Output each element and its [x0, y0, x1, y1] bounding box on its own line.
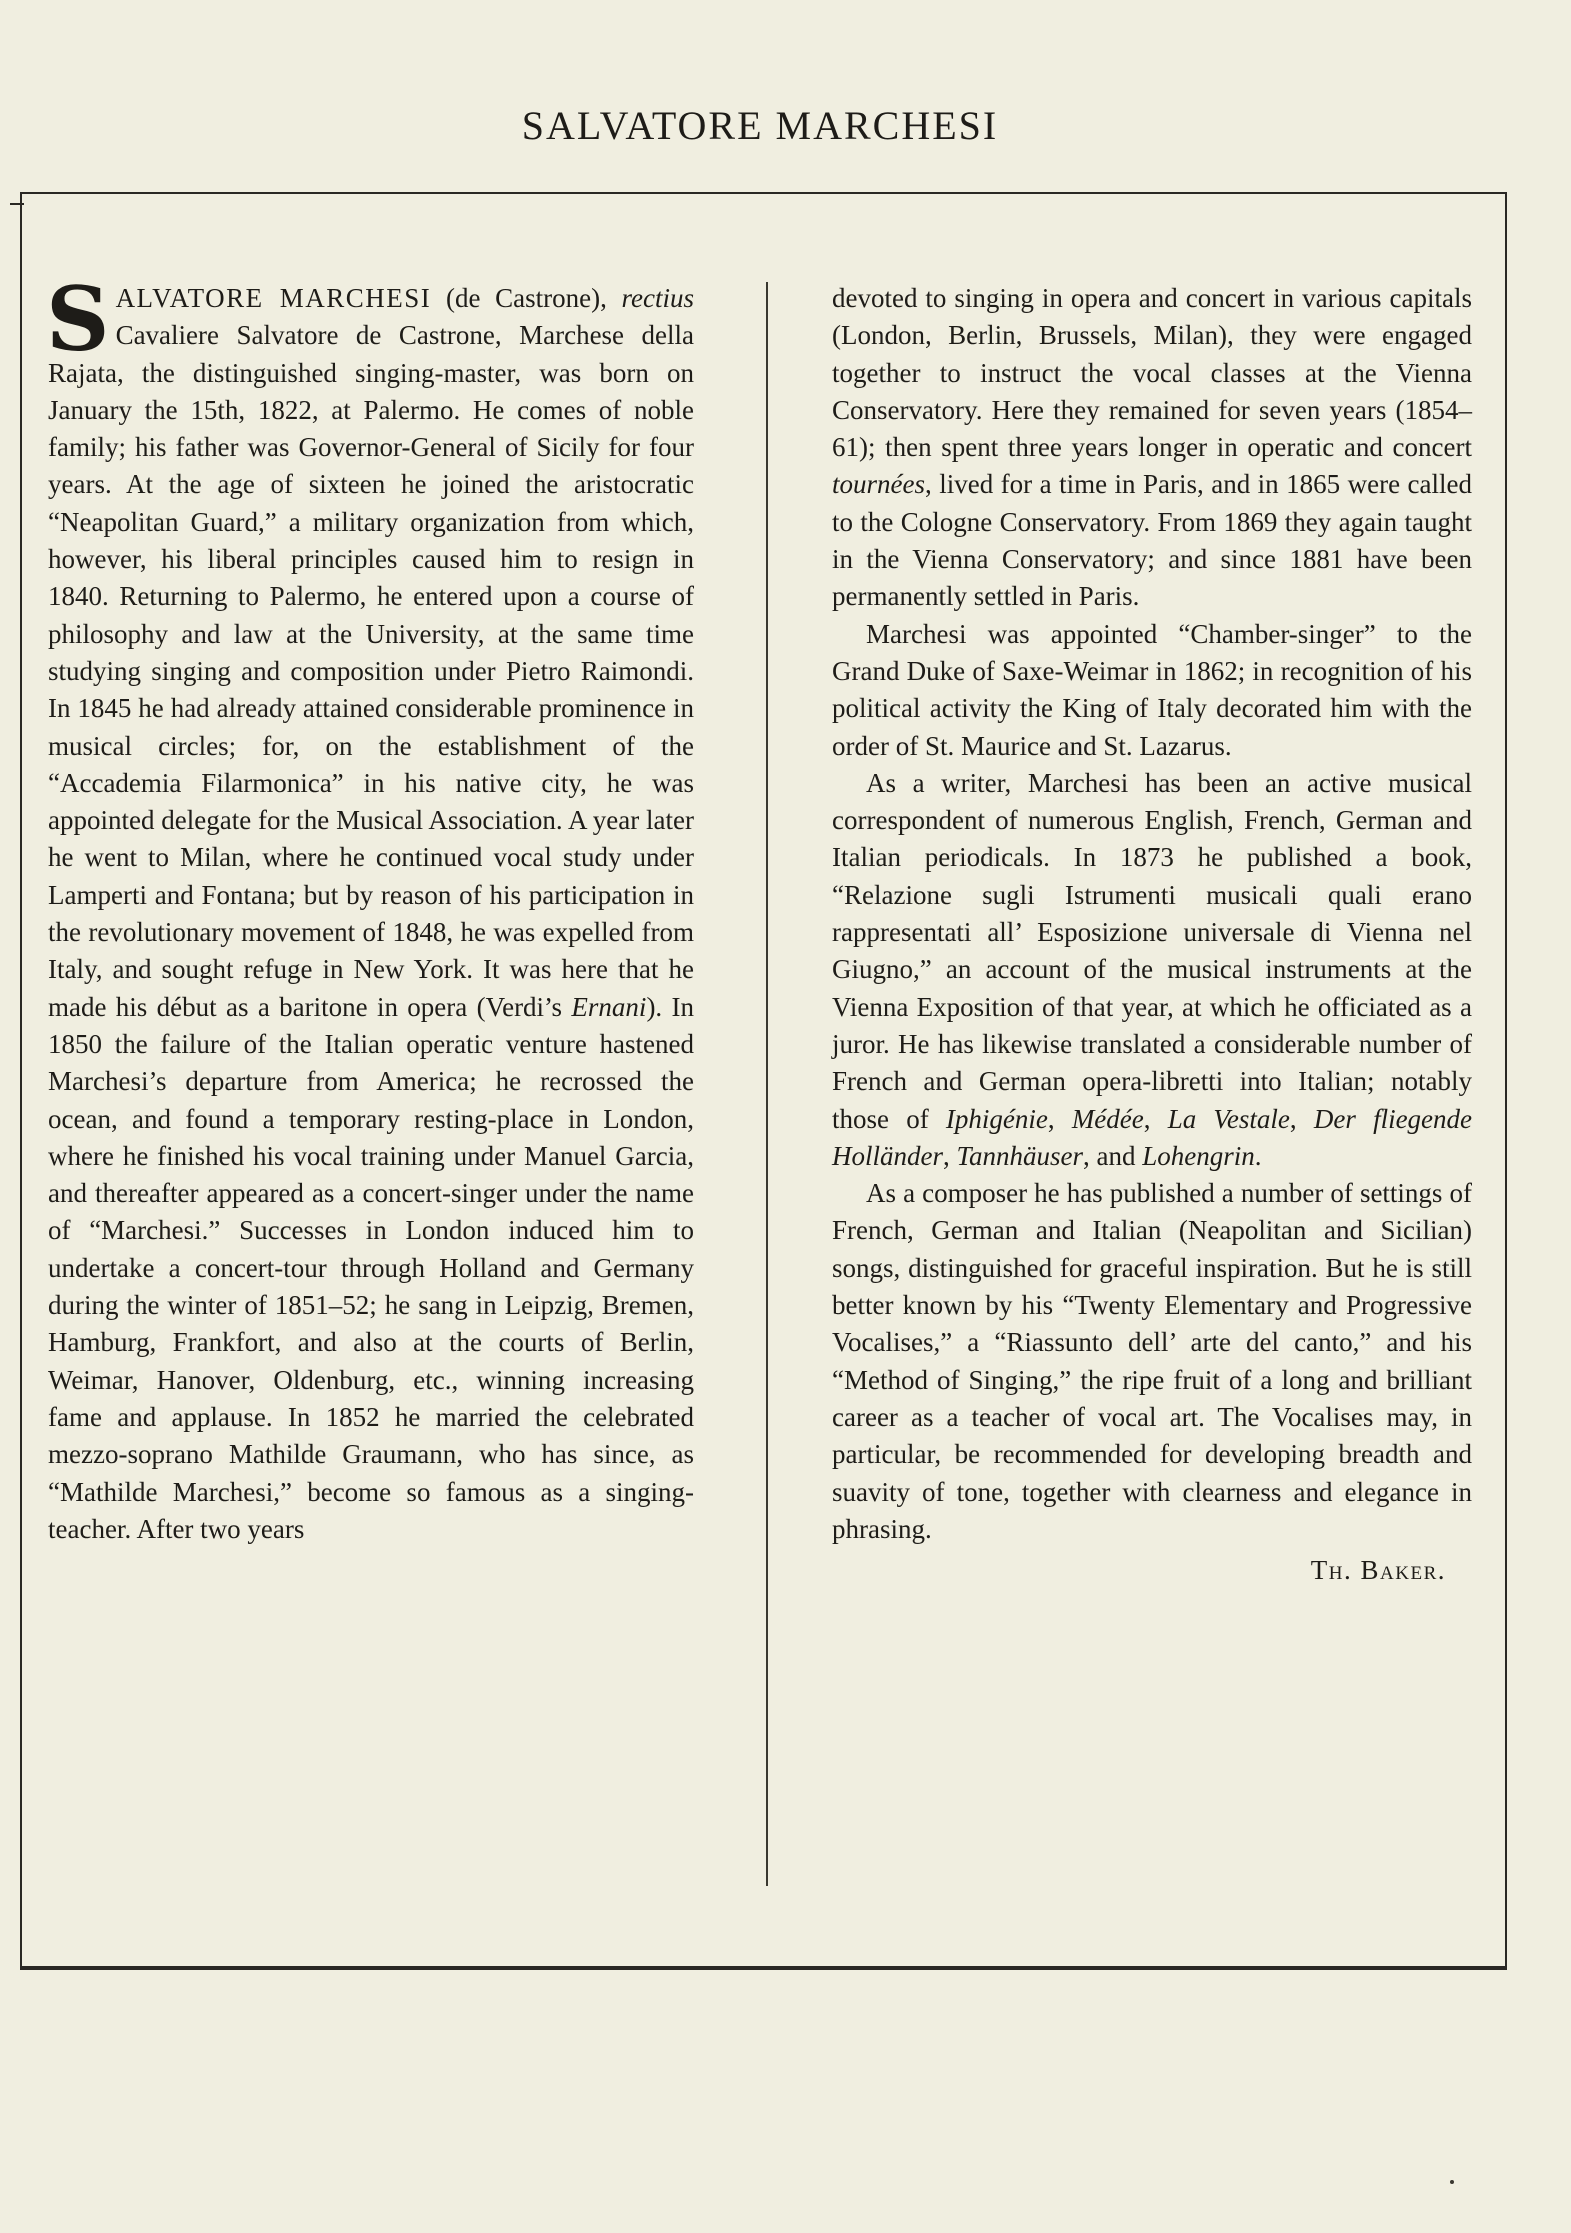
lead-small-caps: ALVATORE MARCHESI	[115, 283, 432, 313]
sep-1: ,	[1047, 1103, 1072, 1134]
left-text-1: (de Castrone),	[431, 283, 622, 313]
italic-iphigenie: Iphigénie	[945, 1103, 1048, 1134]
right-column	[832, 280, 1472, 1589]
sep-4: ,	[943, 1140, 957, 1171]
italic-medee: Médée	[1071, 1103, 1144, 1134]
left-text-3: ). In 1850 the failure of the Italian operatic venture hastened Marchesi’s departure from America; he recrossed the ocean, and found a temporary resting-place in London, where he finished his vocal training under Manuel Garcia, and thereafter appeared as a concert-singer under the name of “Marchesi.” Successes in London induced him to undertake a concert-tour through Holland and Germany during the winter of 1851–52; he sang in Leipzig, Bremen, Hamburg, Frankfort, and also at the courts of Berlin, Weimar, Hanover, Oldenburg, etc., winning increasing fame and applause. In 1852 he married the celebrated mezzo-soprano Mathilde Graumann, who has since, as “Mathilde Marchesi,” become so famous as a singing-teacher. After two years	[48, 991, 695, 1544]
sep-end: .	[1254, 1140, 1262, 1171]
sep-2: ,	[1143, 1103, 1168, 1134]
italic-rectius: rectius	[621, 283, 694, 313]
page-speck	[1450, 2180, 1454, 2184]
column-divider	[766, 282, 768, 1886]
italic-la-vestale: La Vestale	[1167, 1103, 1290, 1134]
italic-tournees: tournées	[832, 469, 925, 500]
left-text-2: Cavaliere Salvatore de Castrone, Marchese della Rajata, the distinguished singing-master, was born on January the 15th, 1822, at Palermo. He comes of noble family; his father was Governor-General of Sicily for four years. At the age of sixteen he joined the aristocratic “Neapolitan Guard,” a military organization from which, however, his liberal principles caused him to resign in 1840. Returning to Palermo, he entered upon a course of philosophy and law at the University, at the same time studying singing and composition under Pietro Raimondi. In 1845 he had already attained considerable prominence in musical circles; for, on the establishment of the “Accademia Filarmonica” in his native city, he was appointed delegate for the Musical Association. A year later he went to Milan, where he continued vocal study under Lamperti and Fontana; but by reason of his participation in the revolutionary movement of 1848, he was expelled from Italy, and sought refuge in New York. It was here that he made his début as a baritone in opera (Verdi’s	[48, 320, 694, 1022]
sep-5: , and	[1083, 1140, 1143, 1171]
italic-lohengrin: Lohengrin	[1142, 1140, 1255, 1171]
right-paragraph-1	[832, 280, 1472, 616]
italic-der-fliegende-hollander: Der fliegende Holländer	[832, 1103, 1473, 1171]
right-paragraph-3	[832, 765, 1472, 1175]
sep-3: ,	[1289, 1103, 1314, 1134]
left-column	[46, 267, 695, 1548]
right-p3-text-a: As a writer, Marchesi has been an active musical correspondent of numerous English, French, German and Italian periodicals. In 1873 he published a book, “Relazione sugli Istrumenti musicali quali erano rappresentati all’ Esposizione universale di Vienna nel Giugno,” an account of the musical instruments at the Vienna Exposition of that year, at which he officiated as a juror. He has likewise translated a considerable number of French and German opera-libretti into Italian; notably those of	[832, 767, 1472, 1134]
right-paragraph-2: Marchesi was appointed “Chamber-singer” to the Grand Duke of Saxe-Weimar in 1862; in recognition of his political activity the King of Italy decorated him with the order of St. Maurice and St. Lazarus.	[832, 618, 1472, 761]
italic-ernani: Ernani	[571, 991, 647, 1022]
left-column-paragraph	[46, 267, 695, 1548]
page-title: SALVATORE MARCHESI	[521, 103, 999, 148]
right-p1-text-b: , lived for a time in Paris, and in 1865 were called to the Cologne Conservatory. From 1869 they again taught in the Vienna Conservatory; and since 1881 have been permanently settled in Paris.	[832, 469, 1472, 612]
right-p1-text-a: devoted to singing in opera and concert in various capitals (London, Berlin, Brussels, Milan), they were engaged together to instruct the vocal classes at the Vienna Conservatory. Here they remained for seven years (1854–61); then spent three years longer in operatic and concert	[832, 283, 1472, 463]
right-paragraph-4: As a composer he has published a number of settings of French, German and Italian (Neapolitan and Sicilian) songs, distinguished for graceful inspiration. But he is still better known by his “Twenty Elementary and Progressive Vocalises,” a “Riassunto dell’ arte del canto,” and his “Method of Singing,” the ripe fruit of a long and brilliant career as a teacher of vocal art. The Vocalises may, in particular, be recommended for developing breadth and suavity of tone, together with clearness and elegance in phrasing.	[832, 1178, 1472, 1544]
italic-tannhauser: Tannhäuser	[956, 1140, 1084, 1171]
drop-cap: S	[46, 267, 110, 371]
author-signature: Th. Baker.	[1310, 1555, 1446, 1586]
